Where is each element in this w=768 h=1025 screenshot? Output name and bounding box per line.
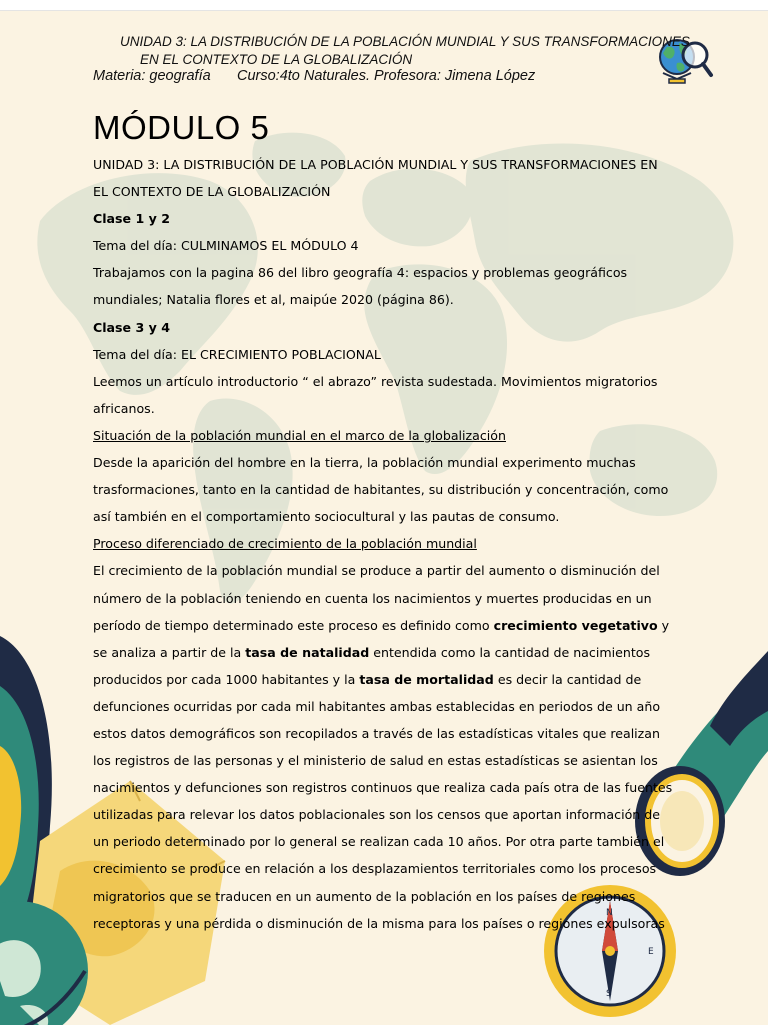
clase-1-2-tema: Tema del día: CULMINAMOS EL MÓDULO 4	[93, 238, 359, 254]
unit-line-1: UNIDAD 3: LA DISTRIBUCIÓN DE LA POBLACIÓN MUNDIAL Y SUS TRANSFORMACIONES EN	[93, 157, 658, 172]
module-title: MÓDULO 5	[93, 109, 270, 146]
header-curso: Curso:4to Naturales. Profesora: Jimena López	[237, 68, 536, 84]
clase-3-4-tema: Tema del día: EL CRECIMIENTO POBLACIONAL	[93, 346, 381, 362]
unit-line-2: EL CONTEXTO DE LA GLOBALIZACIÓN	[93, 184, 331, 200]
section-1-text: Desde la aparición del hombre en la tierra, la población mundial experimento muchas trasformaciones, tanto en la cantidad de habitantes, su distribución y concentración, como así también en el comportamiento sociocultural y las pautas de consumo.	[93, 455, 669, 525]
header-materia: Materia: geografía	[93, 68, 211, 84]
header-unit-line2: EN EL CONTEXTO DE LA GLOBALIZACIÓN	[140, 52, 413, 67]
section-2-heading: Proceso diferenciado de crecimiento de la población mundial	[93, 536, 477, 552]
term-tasa-mortalidad: tasa de mortalidad	[359, 671, 494, 687]
svg-text:S: S	[606, 989, 612, 999]
header-unit-line1: UNIDAD 3: LA DISTRIBUCIÓN DE LA POBLACIÓN MUNDIAL Y SUS TRANSFORMACIONES	[120, 34, 690, 49]
clase-1-2-text: Trabajamos con la pagina 86 del libro geografía 4: espacios y problemas geográficos mundiales; Natalia flores et al, maipúe 2020 (página 86).	[93, 265, 628, 308]
document-body	[93, 151, 673, 937]
svg-text:N: N	[606, 908, 613, 918]
section-1-heading: Situación de la población mundial en el marco de la globalización	[93, 427, 506, 443]
svg-text:E: E	[648, 947, 654, 957]
section-2-text: El crecimiento de la población mundial se produce a partir del aumento o disminución del número de la población teniendo en cuenta los nacimientos y muertes producidas en un período de tiempo determinado este proceso es definido como crecimiento vegetativo y se analiza a partir de la tasa de natalidad entendida como la cantidad de nacimientos producidos por cada 1000 habitantes y la tasa de mortalidad es decir la cantidad de defunciones ocurridas por cada mil habitantes ambas establecidas en periodos de un año estos datos demográficos son recopilados a través de las estadísticas vitales que realizan los registros de las personas y el ministerio de salud en estas estadísticas se asientan los nacimientos y defunciones son registros continuos que realiza cada país otra de las fuentes utilizadas para relevar los datos poblacionales son los censos que aportan información de un periodo determinado por lo general se realizan cada 10 años. Por otra parte también el crecimiento se produce en relación a los desplazamientos territoriales como los procesos migratorios que se traducen en un aumento de la población en los países de regiones receptoras y una pérdida o disminución de la misma para los países o regiones expulsoras	[93, 563, 673, 931]
term-crecimiento-vegetativo: crecimiento vegetativo	[493, 617, 658, 633]
clase-3-4-heading: Clase 3 y 4	[93, 319, 170, 335]
term-tasa-natalidad: tasa de natalidad	[245, 644, 370, 660]
clase-1-2-heading: Clase 1 y 2	[93, 211, 170, 227]
clase-3-4-text: Leemos un artículo introductorio “ el abrazo” revista sudestada. Movimientos migratorios africanos.	[93, 373, 658, 416]
document-page	[0, 10, 768, 1025]
